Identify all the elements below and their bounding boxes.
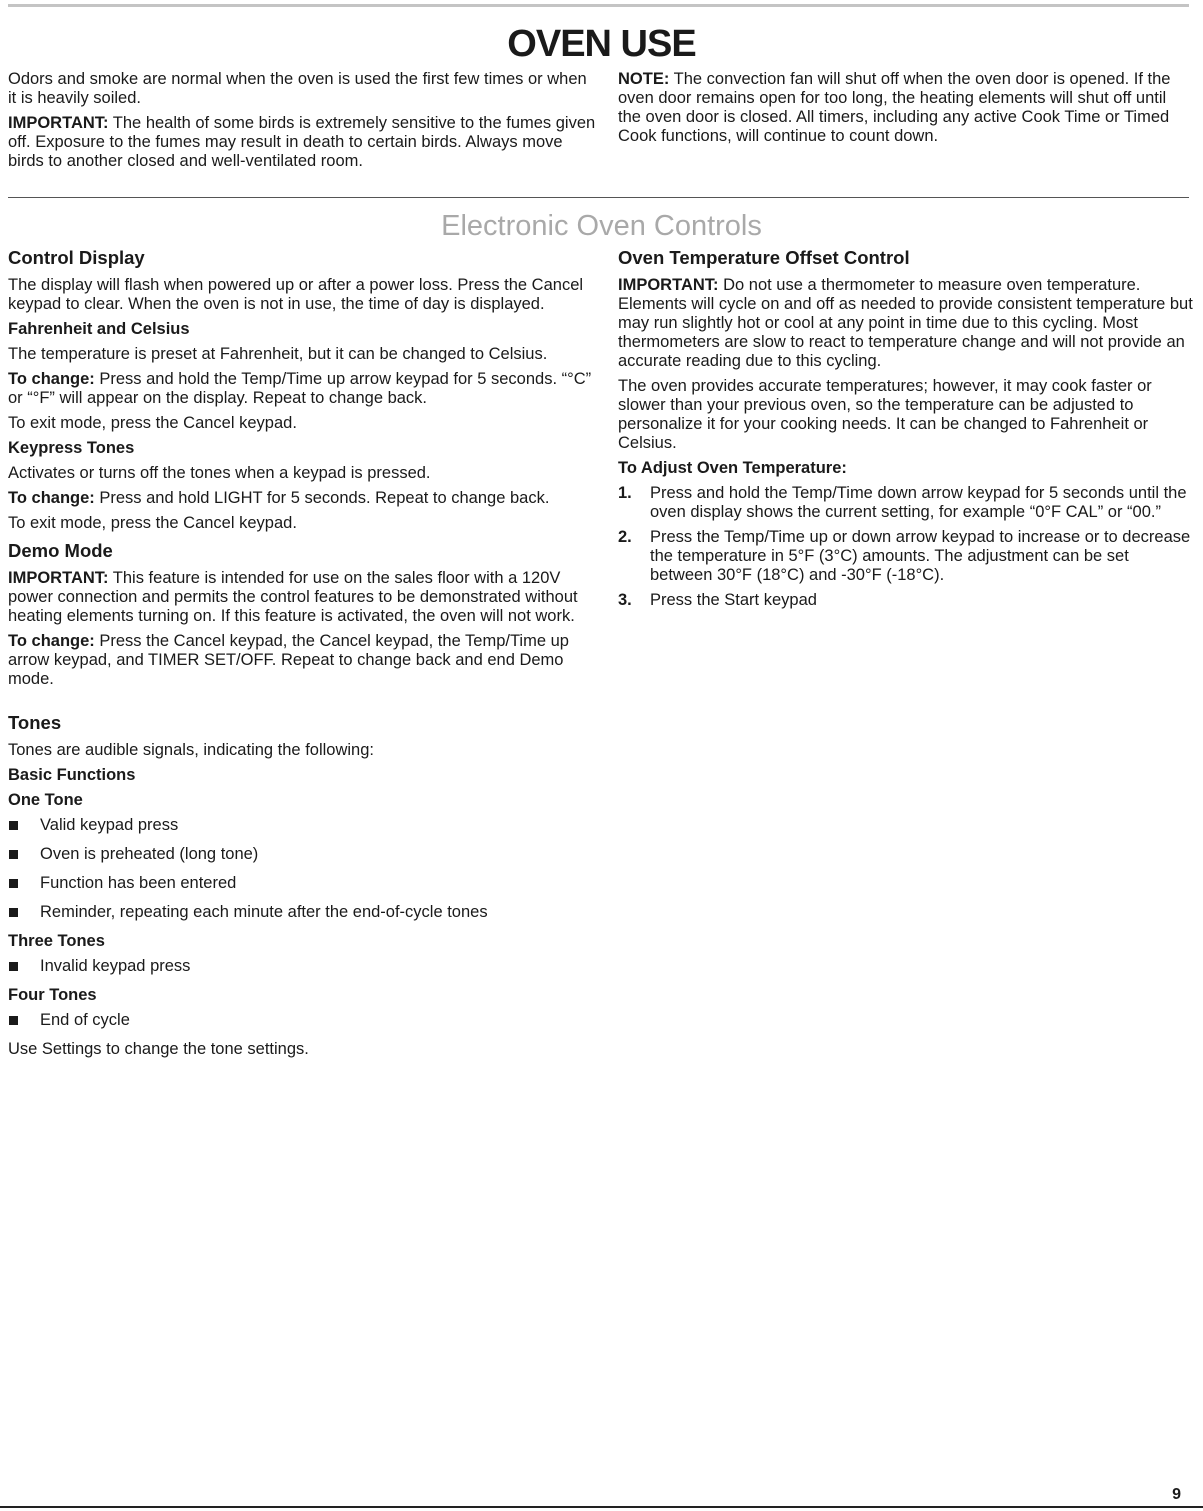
offset-control-heading: Oven Temperature Offset Control [618,247,910,268]
offset-important [618,276,1193,371]
list-item [8,903,598,922]
step-item [618,484,1193,522]
four-tones-heading: Four Tones [8,986,97,1004]
control-display-text: The display will flash when powered up or after a power loss. Press the Cancel keypad to clear. When the oven is not in use, the time of day is displayed. [8,276,584,313]
step-number: 2. [618,528,632,546]
list-item-text: Function has been entered [40,874,237,892]
fahrenheit-exit: To exit mode, press the Cancel keypad. [8,414,297,432]
intro-right-column [618,70,1188,152]
intro-note-paragraph [618,70,1188,146]
square-bullet-icon [9,908,18,917]
section-divider [8,197,1189,198]
keypress-exit: To exit mode, press the Cancel keypad. [8,514,297,532]
page-title: OVEN USE [507,23,696,65]
list-item-text: Valid keypad press [40,816,179,834]
demo-important-label: IMPORTANT: [8,569,109,587]
tones-footer: Use Settings to change the tone settings. [8,1040,309,1058]
one-tone-list [8,816,598,922]
fahrenheit-change [8,370,598,408]
demo-important-text: This feature is intended for use on the sales floor with a 120V power connection and permits the control features to be demonstrated without heating elements turning on. If this feature is activated, the oven will not work. [8,569,578,625]
keypress-text: Activates or turns off the tones when a keypad is pressed. [8,464,431,482]
fahrenheit-heading: Fahrenheit and Celsius [8,320,190,338]
keypress-change-label: To change: [8,489,95,507]
keypress-change [8,489,598,508]
square-bullet-icon [9,821,18,830]
square-bullet-icon [9,962,18,971]
adjust-steps-list [618,484,1193,610]
intro-left-column [8,70,598,177]
intro-odors-paragraph: Odors and smoke are normal when the oven is used the first few times or when it is heavily soiled. [8,70,587,107]
tones-text: Tones are audible signals, indicating the following: [8,741,374,759]
left-column [8,246,598,1065]
section-title: Electronic Oven Controls [441,210,762,242]
keypress-heading: Keypress Tones [8,439,135,457]
bottom-rule [0,1506,1203,1508]
demo-important [8,569,598,626]
list-item-text: Reminder, repeating each minute after the end-of-cycle tones [40,903,488,921]
list-item-text: End of cycle [40,1011,130,1029]
offset-accuracy-text: The oven provides accurate temperatures; however, it may cook faster or slower than your previous oven, so the temperature can be adjusted to personalize it for your cooking needs. It can be changed to Fahrenheit or Celsius. [618,377,1152,452]
note-text: The convection fan will shut off when the oven door is opened. If the oven door remains open for too long, the heating elements will shut off until the oven door is closed. All timers, including any active Cook Time or Timed Cook functions, will continue to count down. [618,70,1171,145]
step-text: Press the Start keypad [650,591,817,609]
one-tone-heading: One Tone [8,791,83,809]
three-tones-heading: Three Tones [8,932,105,950]
offset-important-text: Do not use a thermometer to measure oven temperature. Elements will cycle on and off as needed to provide consistent temperature but may run slightly hot or cool at any point in time due to this cycling. Most thermometers are slow to react to temperature change and will not provide an accurate reading due to this cycling. [618,276,1193,370]
list-item [8,816,598,835]
right-column [618,246,1193,616]
square-bullet-icon [9,1016,18,1025]
square-bullet-icon [9,879,18,888]
list-item-text: Invalid keypad press [40,957,191,975]
fahrenheit-change-label: To change: [8,370,95,388]
step-text: Press the Temp/Time up or down arrow keypad to increase or to decrease the temperature in 5°F (3°C) amounts. The adjustment can be set between 30°F (18°C) and -30°F (-18°C). [650,528,1191,584]
demo-heading: Demo Mode [8,540,113,561]
step-item [618,528,1193,585]
top-rule [8,4,1189,7]
important-text: The health of some birds is extremely sensitive to the fumes given off. Exposure to the fumes may result in death to certain birds. Always move birds to another closed and well-ventilated room. [8,114,596,170]
intro-important-paragraph [8,114,598,171]
tones-heading: Tones [8,712,62,733]
list-item-text: Oven is preheated (long tone) [40,845,259,863]
three-tones-list [8,957,598,976]
control-display-heading: Control Display [8,247,145,268]
demo-change [8,632,598,689]
demo-change-label: To change: [8,632,95,650]
note-label: NOTE: [618,70,670,88]
demo-change-text: Press the Cancel keypad, the Cancel keypad, the Temp/Time up arrow keypad, and TIMER SET/OFF. Repeat to change back and end Demo mode. [8,632,569,688]
step-number: 1. [618,484,632,502]
list-item [8,874,598,893]
list-item [8,957,598,976]
fahrenheit-text: The temperature is preset at Fahrenheit, but it can be changed to Celsius. [8,345,548,363]
four-tones-list [8,1011,598,1030]
fahrenheit-change-text: Press and hold the Temp/Time up arrow keypad for 5 seconds. “°C” or “°F” will appear on the display. Repeat to change back. [8,370,592,407]
basic-functions-heading: Basic Functions [8,766,136,784]
square-bullet-icon [9,850,18,859]
step-number: 3. [618,591,632,609]
list-item [8,845,598,864]
adjust-temperature-heading: To Adjust Oven Temperature: [618,459,847,477]
important-label: IMPORTANT: [8,114,109,132]
step-text: Press and hold the Temp/Time down arrow keypad for 5 seconds until the oven display shows the current setting, for example “0°F CAL” or “00.” [650,484,1187,521]
list-item [8,1011,598,1030]
offset-important-label: IMPORTANT: [618,276,719,294]
keypress-change-text: Press and hold LIGHT for 5 seconds. Repeat to change back. [94,489,550,507]
step-item [618,591,1193,610]
page-number: 9 [1172,1486,1181,1503]
